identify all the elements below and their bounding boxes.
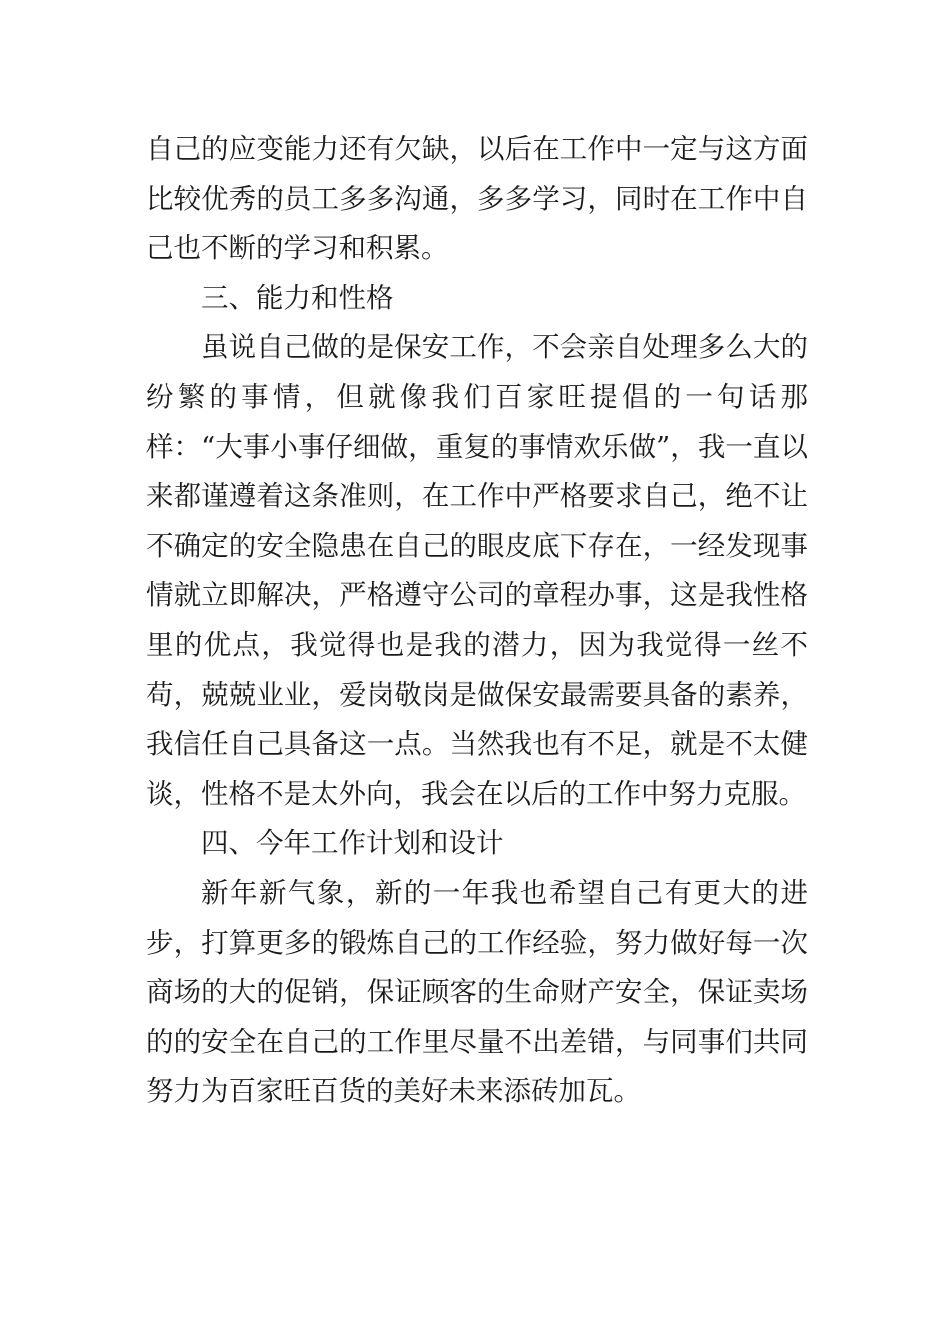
paragraph-continuation: 自己的应变能力还有欠缺，以后在工作中一定与这方面比较优秀的员工多多沟通，多多学习，同时在工作中自己也不断的学习和积累。 <box>146 133 808 265</box>
document-body <box>146 125 808 1117</box>
section-heading-ability-personality: 三、能力和性格 <box>201 281 394 314</box>
paragraph-ability-personality: 虽说自己做的是保安工作，不会亲自处理多么大的纷繁的事情，但就像我们百家旺提倡的一句话那样：“大事小事仔细做，重复的事情欢乐做”，我一直以来都谨遵着这条准则，在工作中严格要求自己，绝不让不确定的安全隐患在自己的眼皮底下存在，一经发现事情就立即解决，严格遵守公司的章程办事，这是我性格里的优点，我觉得也是我的潜力，因为我觉得一丝不苟，兢兢业业，爱岗敬岗是做保安最需要具备的素养，我信任自己具备这一点。当然我也有不足，就是不太健谈，性格不是太外向，我会在以后的工作中努力克服。 <box>146 331 808 810</box>
paragraph-work-plan: 新年新气象，新的一年我也希望自己有更大的进步，打算更多的锻炼自己的工作经验，努力做好每一次商场的大的促销，保证顾客的生命财产安全，保证卖场的的安全在自己的工作里尽量不出差错，与同事们共同努力为百家旺百货的美好未来添砖加瓦。 <box>146 876 808 1108</box>
section-heading-work-plan: 四、今年工作计划和设计 <box>201 827 504 860</box>
